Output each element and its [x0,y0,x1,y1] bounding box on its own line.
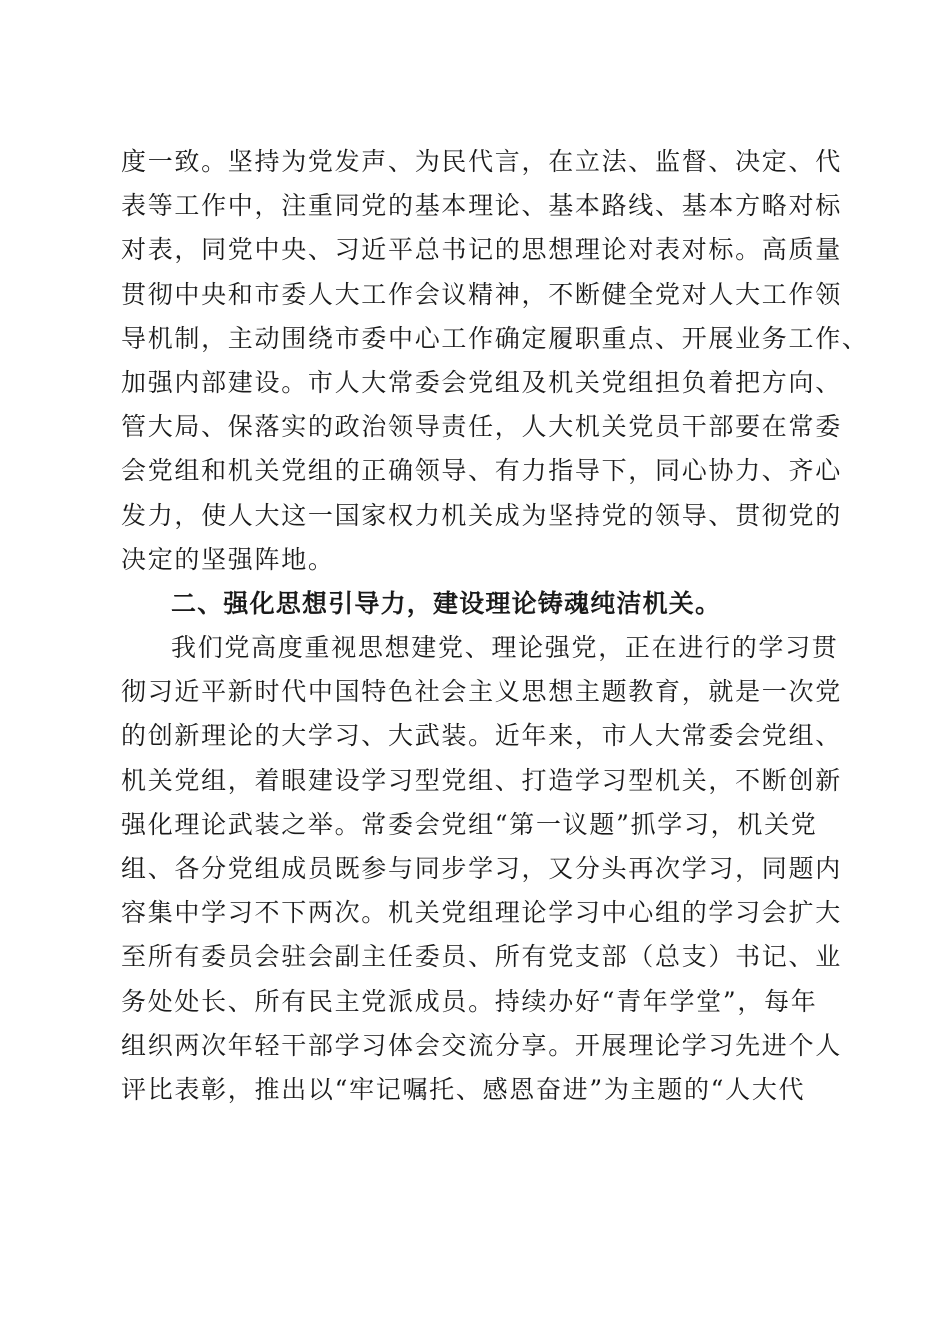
text-line: 务处处长、所有民主党派成员。持续办好“青年学堂”，每年 [121,986,818,1016]
text-line: 决定的坚强阵地。 [121,544,335,574]
text-line: 组、各分党组成员既参与同步学习，又分头再次学习，同题内 [121,854,842,883]
text-line: 评比表彰，推出以“牢记嘱托、感恩奋进”为主题的“人大代 [121,1074,806,1104]
text-line: 对表，同党中央、习近平总书记的思想理论对表对标。高质量 [121,235,842,265]
text-line: 容集中学习不下两次。机关党组理论学习中心组的学习会扩大 [121,898,842,928]
text-line: 管大局、保落实的政治领导责任，人大机关党员干部要在常委 [121,412,842,442]
text-line: 组织两次年轻干部学习体会交流分享。开展理论学习先进个人 [121,1030,842,1060]
text-line: 表等工作中，注重同党的基本理论、基本路线、基本方略对标 [121,191,842,221]
section-heading: 二、强化思想引导力，建设理论铸魂纯洁机关。 [171,588,722,618]
text-line: 加强内部建设。市人大常委会党组及机关党组担负着把方向、 [121,367,842,397]
text-line: 我们党高度重视思想建党、理论强党，正在进行的学习贯 [171,633,839,663]
text-line: 发力，使人大这一国家权力机关成为坚持党的领导、贯彻党的 [121,500,842,530]
text-line: 彻习近平新时代中国特色社会主义思想主题教育，就是一次党 [121,677,842,707]
document-body [121,140,869,1112]
text-line: 贯彻中央和市委人大工作会议精神，不断健全党对人大工作领 [121,279,842,309]
text-line: 会党组和机关党组的正确领导、有力指导下，同心协力、齐心 [121,456,842,486]
text-line: 度一致。坚持为党发声、为民代言，在立法、监督、决定、代 [121,147,842,176]
text-line: 的创新理论的大学习、大武装。近年来，市人大常委会党组、 [121,721,842,751]
paragraph-2 [121,626,841,1112]
text-line: 强化理论武装之举。常委会党组“第一议题”抓学习，机关党 [121,809,818,839]
text-line: 机关党组，着眼建设学习型党组、打造学习型机关，不断创新 [121,765,842,795]
text-line: 导机制，主动围绕市委中心工作确定履职重点、开展业务工作、 [121,323,869,353]
paragraph-1 [121,140,869,582]
text-line: 至所有委员会驻会副主任委员、所有党支部（总支）书记、业 [121,942,842,972]
